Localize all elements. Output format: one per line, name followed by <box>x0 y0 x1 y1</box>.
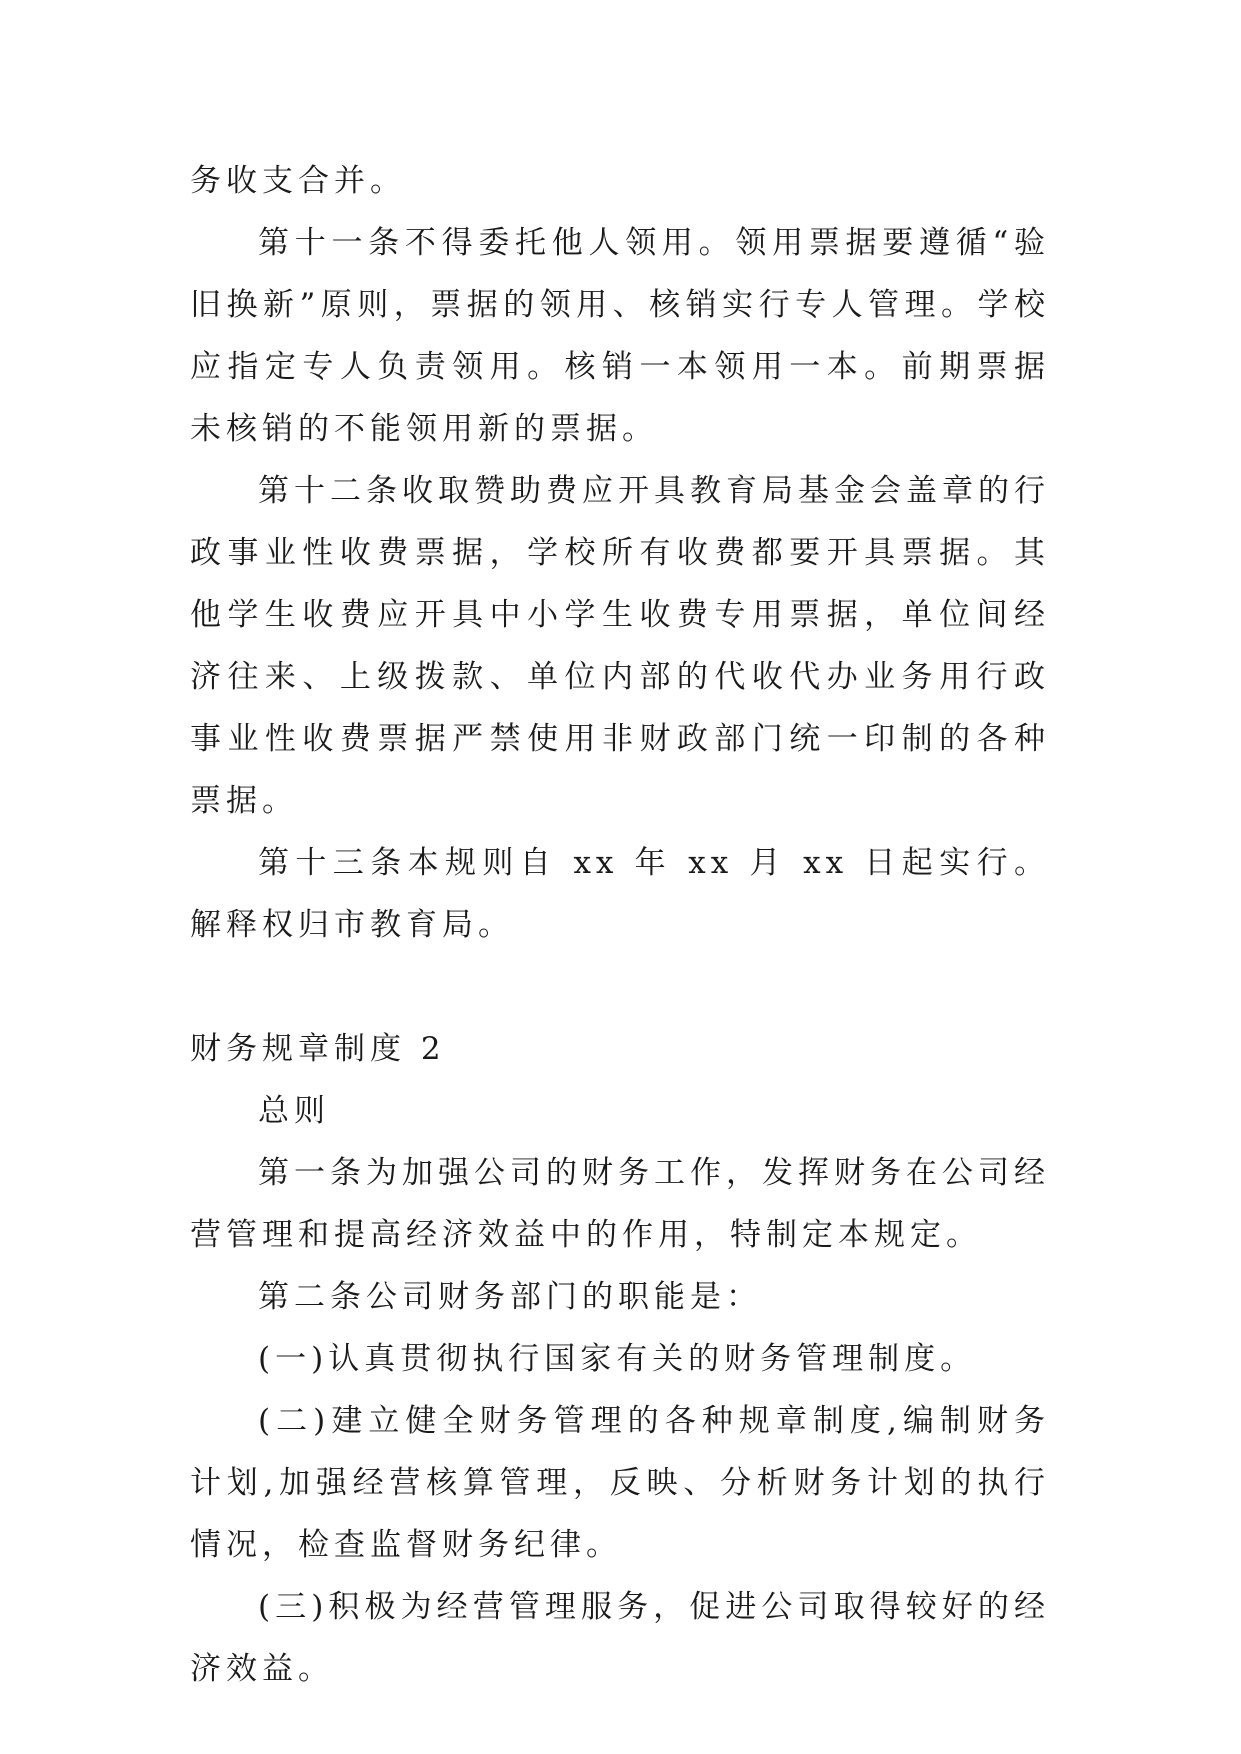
list-item-3: (三)积极为经营管理服务，促进公司取得较好的经济效益。 <box>190 1589 1050 1687</box>
paragraph-continuation: 务收支合并。 <box>190 163 406 199</box>
paragraph-article-11: 第十一条不得委托他人领用。领用票据要遵循“验旧换新”原则，票据的领用、核销实行专人管理。学校应指定专人负责领用。核销一本领用一本。前期票据未核销的不能领用新的票据。 <box>190 225 1050 447</box>
list-item-1: (一)认真贯彻执行国家有关的财务管理制度。 <box>258 1341 977 1377</box>
paragraph-article-1: 第一条为加强公司的财务工作，发挥财务在公司经营管理和提高经济效益中的作用，特制定本规定。 <box>190 1155 1050 1253</box>
paragraph-article-2: 第二条公司财务部门的职能是： <box>258 1279 762 1315</box>
subheading-general: 总则 <box>258 1093 330 1129</box>
list-item-2: (二)建立健全财务管理的各种规章制度,编制财务计划,加强经营核算管理，反映、分析财务计划的执行情况，检查监督财务纪律。 <box>190 1403 1050 1563</box>
paragraph-article-13: 第十三条本规则自 xx 年 xx 月 xx 日起实行。解释权归市教育局。 <box>190 845 1050 943</box>
section-heading: 财务规章制度 2 <box>190 1031 446 1067</box>
paragraph-article-12: 第十二条收取赞助费应开具教育局基金会盖章的行政事业性收费票据，学校所有收费都要开具票据。其他学生收费应开具中小学生收费专用票据，单位间经济往来、上级拨款、单位内部的代收代办业务用行政事业性收费票据严禁使用非财政部门统一印制的各种票据。 <box>190 473 1050 819</box>
document-body <box>190 150 1050 1700</box>
